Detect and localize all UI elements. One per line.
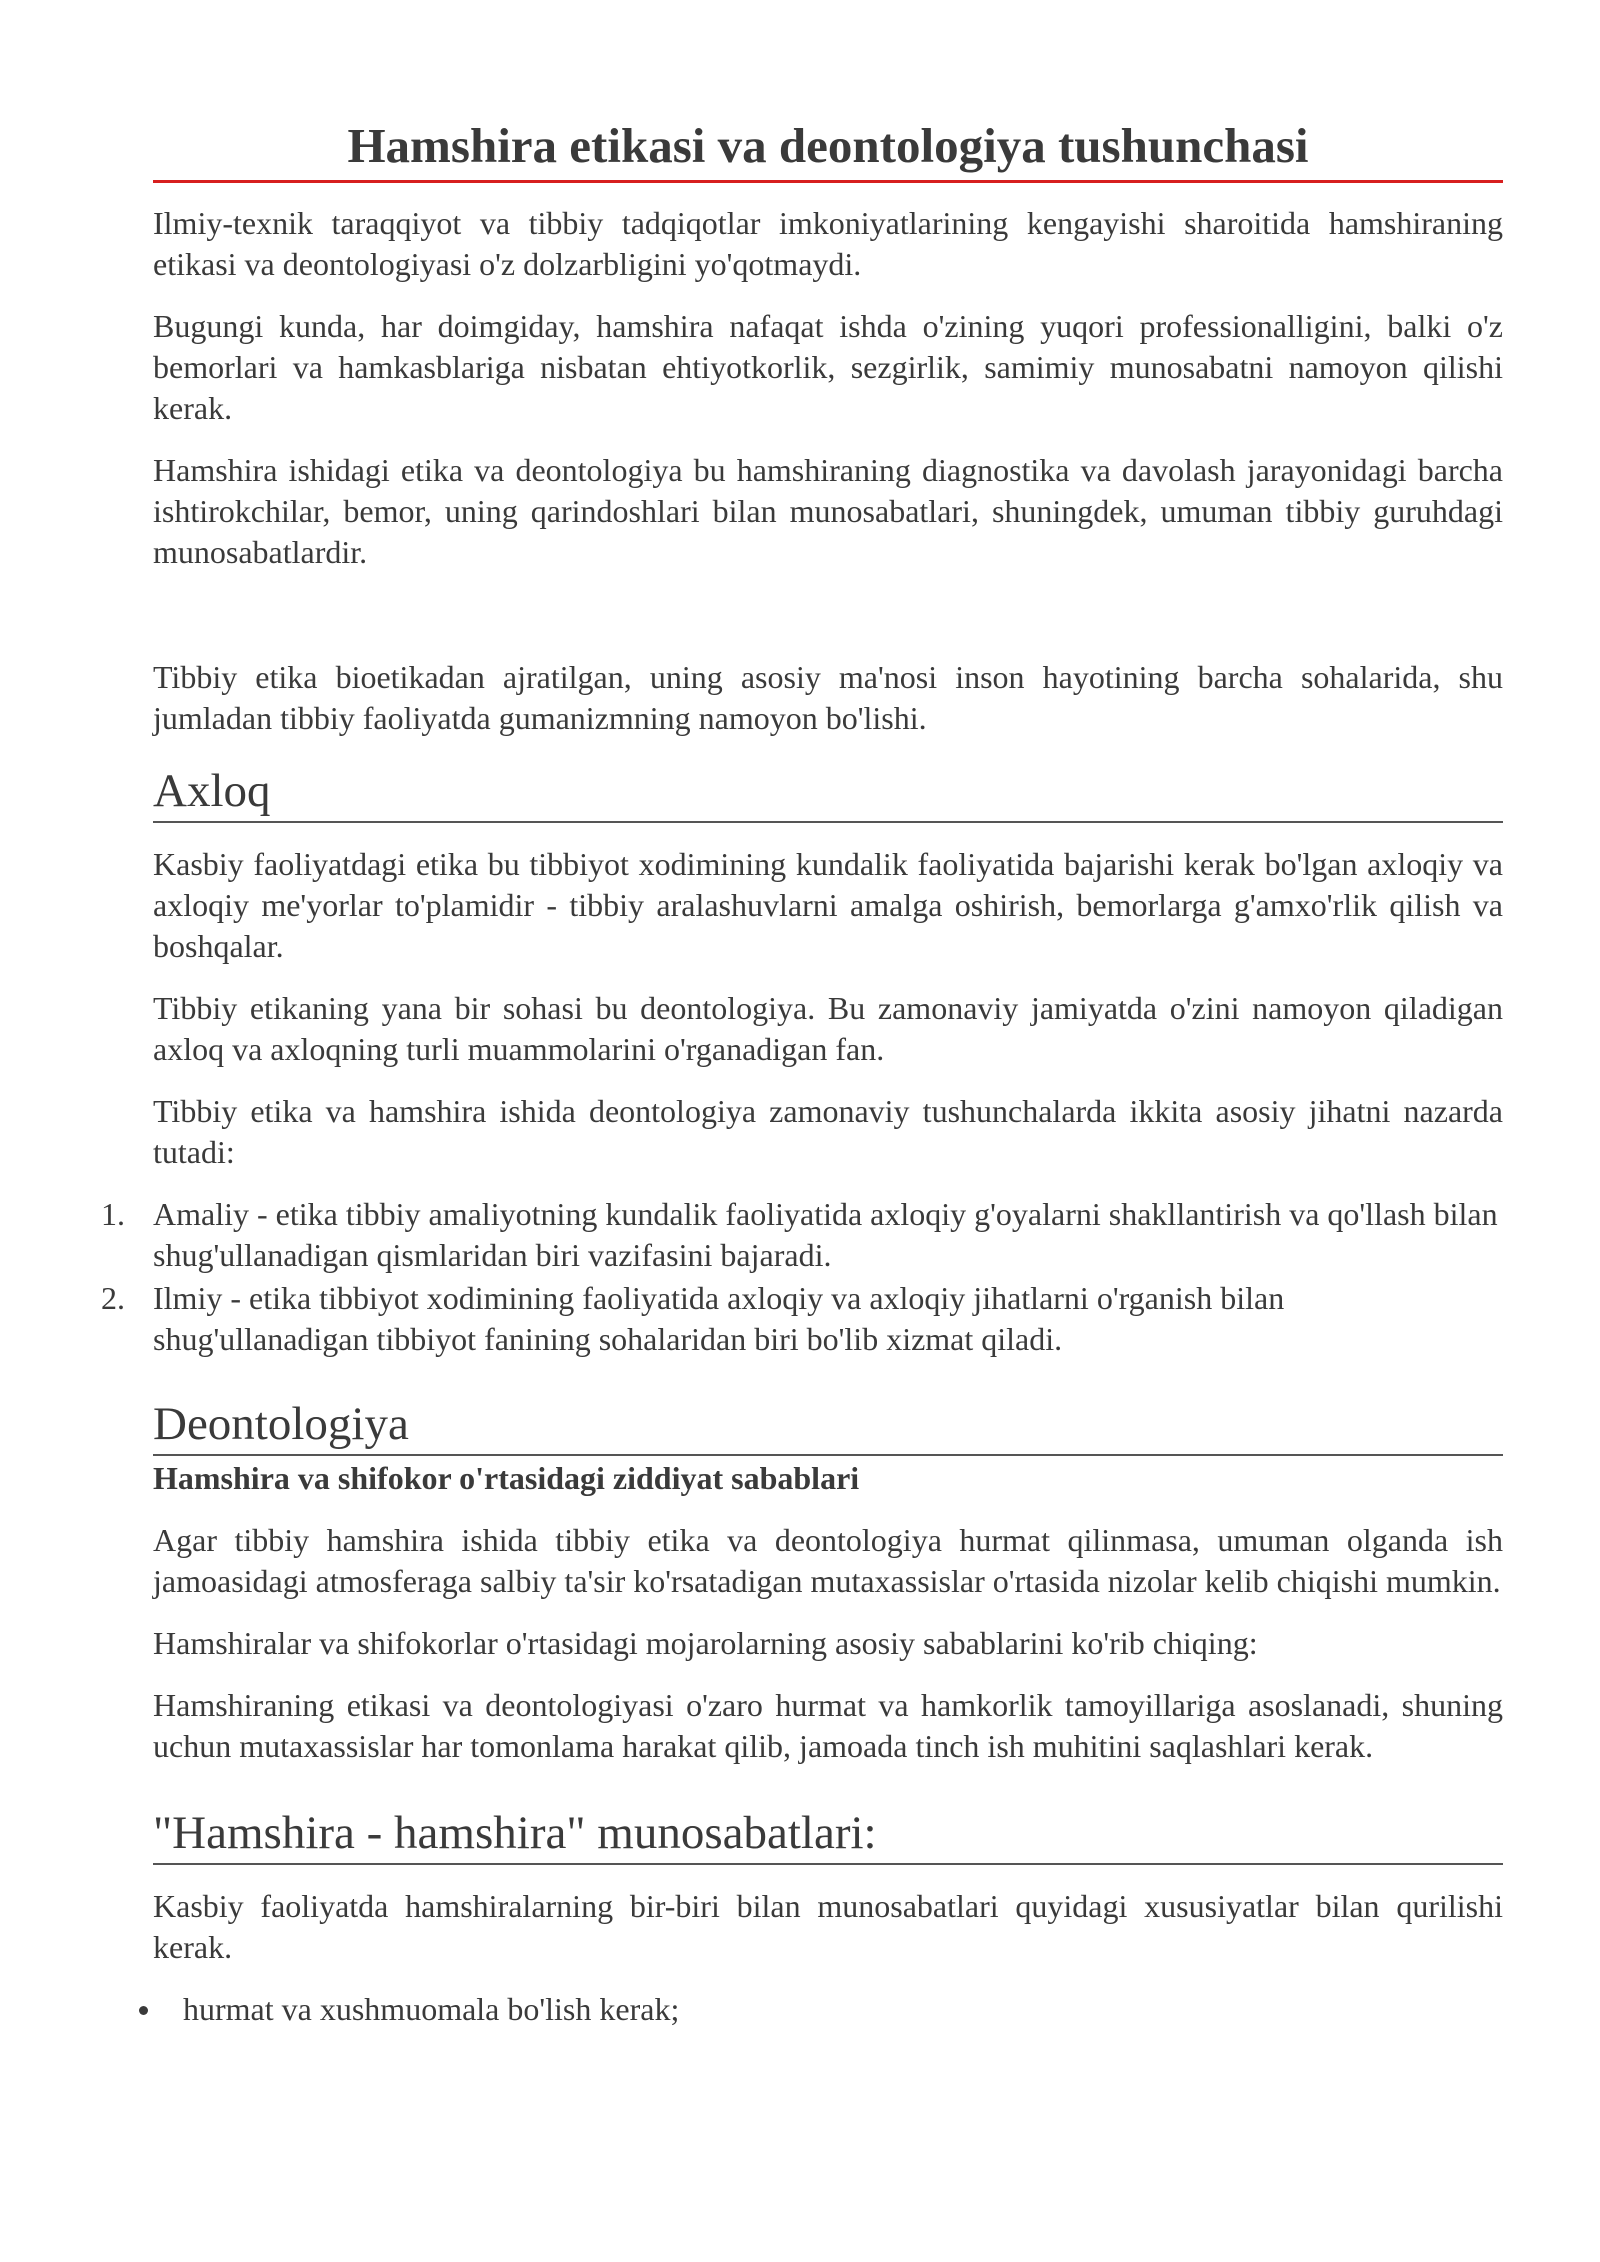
list-item-text: Amaliy - etika tibbiy amaliyotning kundalik faoliyatida axloqiy g'oyalarni shakllantirish va qo'llash bilan shug'ullanadigan qismlaridan biri vazifasini bajaradi. [153,1196,1498,1274]
intro-paragraph-1: Ilmiy-texnik taraqqiyot va tibbiy tadqiqotlar imkoniyatlarining kengayishi sharoitida hamshiraning etikasi va deontologiyasi o'z dolzarbligini yo'qotmaydi. [153,205,1503,283]
intro-paragraph-2: Bugungi kunda, har doimgiday, hamshira nafaqat ishda o'zining yuqori professionalligini, balki o'z bemorlari va hamkasblariga nisbatan ehtiyotkorlik, sezgirlik, samimiy munosabatni namoyon qilishi kerak. [153,308,1503,427]
list-item [101,1278,1503,1360]
list-item-text: Ilmiy - etika tibbiyot xodimining faoliyatida axloqiy va axloqiy jihatlarni o'rganish bilan shug'ullanadigan tibbiyot fanining sohalaridan biri bo'lib xizmat qiladi. [153,1280,1285,1358]
deontologiya-paragraph-1: Agar tibbiy hamshira ishida tibbiy etika va deontologiya hurmat qilinmasa, umuman olganda ish jamoasidagi atmosferaga salbiy ta'sir ko'rsatadigan mutaxassislar o'rtasida nizolar kelib chiqishi mumkin. [153,1522,1503,1600]
list-item [153,1989,1503,2030]
deontologiya-paragraph-2: Hamshiralar va shifokorlar o'rtasidagi mojarolarning asosiy sabablarini ko'rib chiqing: [153,1625,1258,1662]
subheading-conflict-reasons: Hamshira va shifokor o'rtasidagi ziddiyat sabablari [153,1460,860,1497]
section-heading-deontologiya: Deontologiya [153,1396,1503,1456]
section-heading-axloq: Axloq [153,763,1503,823]
axloq-paragraph-1: Kasbiy faoliyatdagi etika bu tibbiyot xodimining kundalik faoliyatida bajarishi kerak bo'lgan axloqiy va axloqiy me'yorlar to'plamidir - tibbiy aralashuvlarni amalga oshirish, bemorlarga g'amxo'rlik qilish va boshqalar. [153,846,1503,965]
list-number: 2. [101,1280,125,1317]
deontologiya-paragraph-3: Hamshiraning etikasi va deontologiyasi o'zaro hurmat va hamkorlik tamoyillariga asoslanadi, shuning uchun mutaxassislar har tomonlama harakat qilib, jamoada tinch ish muhitini saqlashlari kerak. [153,1687,1503,1765]
intro-paragraph-3: Hamshira ishidagi etika va deontologiya bu hamshiraning diagnostika va davolash jarayonidagi barcha ishtirokchilar, bemor, uning qarindoshlari bilan munosabatlari, shuningdek, umuman tibbiy guruhdagi munosabatlardir. [153,452,1503,571]
list-item [101,1194,1503,1276]
list-item-text: hurmat va xushmuomala bo'lish kerak; [183,1991,680,2028]
aspects-list [101,1194,1503,1360]
page-title: Hamshira etikasi va deontologiya tushunchasi [153,118,1503,183]
document-content [101,118,1503,2030]
axloq-paragraph-3: Tibbiy etika va hamshira ishida deontologiya zamonaviy tushunchalarda ikkita asosiy jihatni nazarda tutadi: [153,1093,1503,1171]
axloq-paragraph-2: Tibbiy etikaning yana bir sohasi bu deontologiya. Bu zamonaviy jamiyatda o'zini namoyon qiladigan axloq va axloqning turli muammolarini o'rganadigan fan. [153,990,1503,1068]
list-number: 1. [101,1196,125,1233]
section-heading-hamshira-hamshira: "Hamshira - hamshira" munosabatlari: [153,1805,1503,1865]
hamshira-hamshira-paragraph: Kasbiy faoliyatda hamshiralarning bir-biri bilan munosabatlari quyidagi xususiyatlar bilan qurilishi kerak. [153,1888,1503,1966]
intro-paragraph-4: Tibbiy etika bioetikadan ajratilgan, uning asosiy ma'nosi inson hayotining barcha sohalarida, shu jumladan tibbiy faoliyatda gumanizmning namoyon bo'lishi. [153,659,1503,737]
qualities-list [153,1989,1503,2030]
bullet-icon [139,2006,148,2015]
